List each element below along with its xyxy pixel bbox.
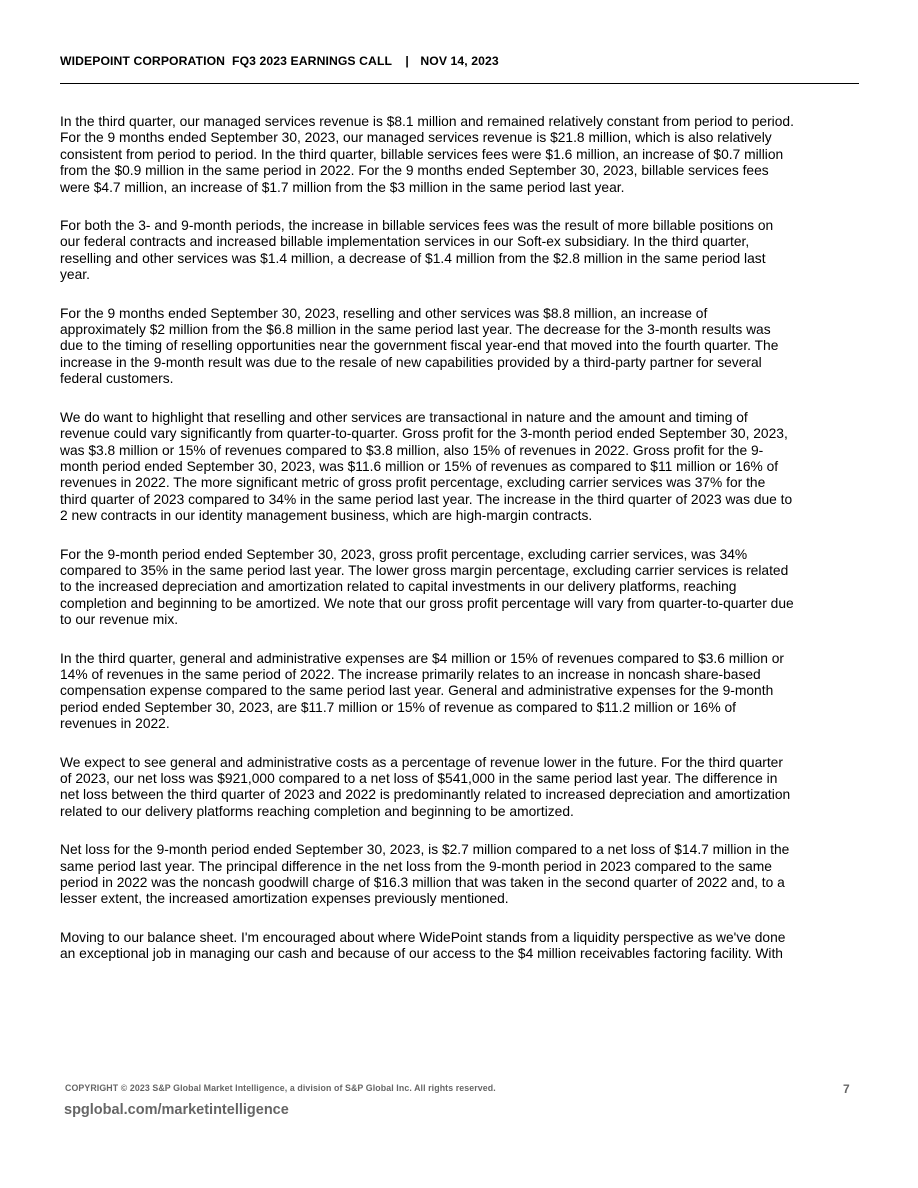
text-line: revenue could vary significantly from quarter-to-quarter. Gross profit for the 3-month period ended September 30, 2023, bbox=[60, 426, 788, 442]
text-line: For the 9 months ended September 30, 2023, our managed services revenue is $21.8 million, which is also relatively bbox=[60, 130, 772, 146]
page-header bbox=[60, 54, 860, 68]
text-line: net loss between the third quarter of 2023 and 2022 is predominantly related to increased depreciation and amortization bbox=[60, 787, 791, 803]
text-line: period in 2022 was the noncash goodwill charge of $16.3 million that was taken in the second quarter of 2022 and, to a bbox=[60, 875, 785, 891]
text-line: month period ended September 30, 2023, was $11.6 million or 15% of revenues as compared to $11 million or 16% of bbox=[60, 458, 779, 474]
text-line: due to the timing of reselling opportunities near the government fiscal year-end that moved into the fourth quarter. The bbox=[60, 338, 779, 354]
text-line: 2 new contracts in our identity management business, which are high-margin contracts. bbox=[60, 508, 593, 524]
text-line: third quarter of 2023 compared to 34% in the same period last year. The increase in the third quarter of 2023 was due to bbox=[60, 491, 793, 507]
text-line: related to our delivery platforms reaching completion and beginning to be amortized. bbox=[60, 803, 574, 819]
text-line: We do want to highlight that reselling and other services are transactional in nature and the amount and timing of bbox=[60, 409, 748, 425]
text-line: revenues in 2022. The more significant metric of gross profit percentage, excluding carrier services was 37% for the bbox=[60, 475, 766, 491]
text-line: compensation expense compared to the same period last year. General and administrative expenses for the 9-month bbox=[60, 683, 774, 699]
paragraph bbox=[60, 306, 860, 388]
header-company: WIDEPOINT CORPORATION bbox=[60, 54, 226, 68]
text-line: We expect to see general and administrative costs as a percentage of revenue lower in the future. For the third quarter bbox=[60, 754, 783, 770]
paragraph bbox=[60, 842, 860, 908]
paragraph bbox=[60, 547, 860, 629]
text-line: Net loss for the 9-month period ended September 30, 2023, is $2.7 million compared to a net loss of $14.7 million in the bbox=[60, 842, 790, 858]
text-line: our federal contracts and increased billable implementation services in our Soft-ex subsidiary. In the third quarter, bbox=[60, 234, 750, 250]
text-line: For the 9-month period ended September 30, 2023, gross profit percentage, excluding carrier services, was 34% bbox=[60, 546, 748, 562]
text-line: For the 9 months ended September 30, 2023, reselling and other services was $8.8 million, an increase of bbox=[60, 305, 708, 321]
header-date: NOV 14, 2023 bbox=[420, 54, 499, 68]
text-line: In the third quarter, our managed services revenue is $8.1 million and remained relatively constant from period to period. bbox=[60, 114, 794, 129]
text-line: of 2023, our net loss was $921,000 compared to a net loss of $541,000 in the same period last year. The difference in bbox=[60, 771, 778, 786]
text-line: Moving to our balance sheet. I'm encouraged about where WidePoint stands from a liquidity perspective as we've done bbox=[60, 929, 786, 945]
paragraph bbox=[60, 930, 860, 963]
paragraph bbox=[60, 218, 860, 284]
text-line: increase in the 9-month result was due to the resale of new capabilities provided by a third-party partner for several bbox=[60, 354, 762, 370]
text-line: revenues in 2022. bbox=[60, 716, 170, 732]
paragraph bbox=[60, 755, 860, 821]
footer-url[interactable]: spglobal.com/marketintelligence bbox=[64, 1102, 289, 1118]
paragraph bbox=[60, 410, 860, 525]
text-line: period ended September 30, 2023, are $11.7 million or 15% of revenue as compared to $11.2 million or 16% of bbox=[60, 699, 736, 715]
text-line: In the third quarter, general and administrative expenses are $4 million or 15% of revenues compared to $3.6 million or bbox=[60, 650, 784, 666]
header-separator: | bbox=[405, 54, 409, 68]
text-line: from the $0.9 million in the same period in 2022. For the 9 months ended September 30, 2023, billable services fees bbox=[60, 163, 769, 179]
text-line: reselling and other services was $1.4 million, a decrease of $1.4 million from the $2.8 million in the same period last bbox=[60, 250, 766, 266]
text-line: same period last year. The principal difference in the net loss from the 9-month period in 2023 compared to the same bbox=[60, 858, 772, 874]
text-line: compared to 35% in the same period last year. The lower gross margin percentage, excluding carrier services is related bbox=[60, 562, 789, 578]
text-line: completion and beginning to be amortized. We note that our gross profit percentage will vary from quarter-to-quarter due bbox=[60, 595, 794, 611]
text-line: For both the 3- and 9-month periods, the increase in billable services fees was the result of more billable positions on bbox=[60, 218, 774, 234]
page-number: 7 bbox=[843, 1082, 850, 1096]
paragraph bbox=[60, 651, 860, 733]
text-line: lesser extent, the increased amortization expenses previously mentioned. bbox=[60, 891, 509, 907]
text-line: 14% of revenues in the same period of 2022. The increase primarily relates to an increase in noncash share-based bbox=[60, 666, 761, 682]
text-line: to our revenue mix. bbox=[60, 612, 179, 628]
transcript-body bbox=[60, 114, 860, 985]
text-line: an exceptional job in managing our cash and because of our access to the $4 million receivables factoring facility. With bbox=[60, 946, 783, 962]
header-rule bbox=[60, 83, 859, 84]
text-line: year. bbox=[60, 267, 90, 283]
text-line: approximately $2 million from the $6.8 million in the same period last year. The decrease for the 3-month results was bbox=[60, 322, 771, 338]
text-line: consistent from period to period. In the third quarter, billable services fees were $1.6 million, an increase of $0.7 million bbox=[60, 146, 784, 162]
footer-copyright: COPYRIGHT © 2023 S&P Global Market Intelligence, a division of S&P Global Inc. All rights reserved. bbox=[65, 1083, 496, 1093]
text-line: were $4.7 million, an increase of $1.7 million from the $3 million in the same period last year. bbox=[60, 179, 625, 195]
text-line: to the increased depreciation and amortization related to capital investments in our delivery platforms, reaching bbox=[60, 579, 737, 595]
text-line: federal customers. bbox=[60, 371, 174, 387]
paragraph bbox=[60, 114, 860, 196]
header-event: FQ3 2023 EARNINGS CALL bbox=[232, 54, 392, 68]
text-line: was $3.8 million or 15% of revenues compared to $3.8 million, also 15% of revenues in 2022. Gross profit for the 9- bbox=[60, 442, 764, 458]
